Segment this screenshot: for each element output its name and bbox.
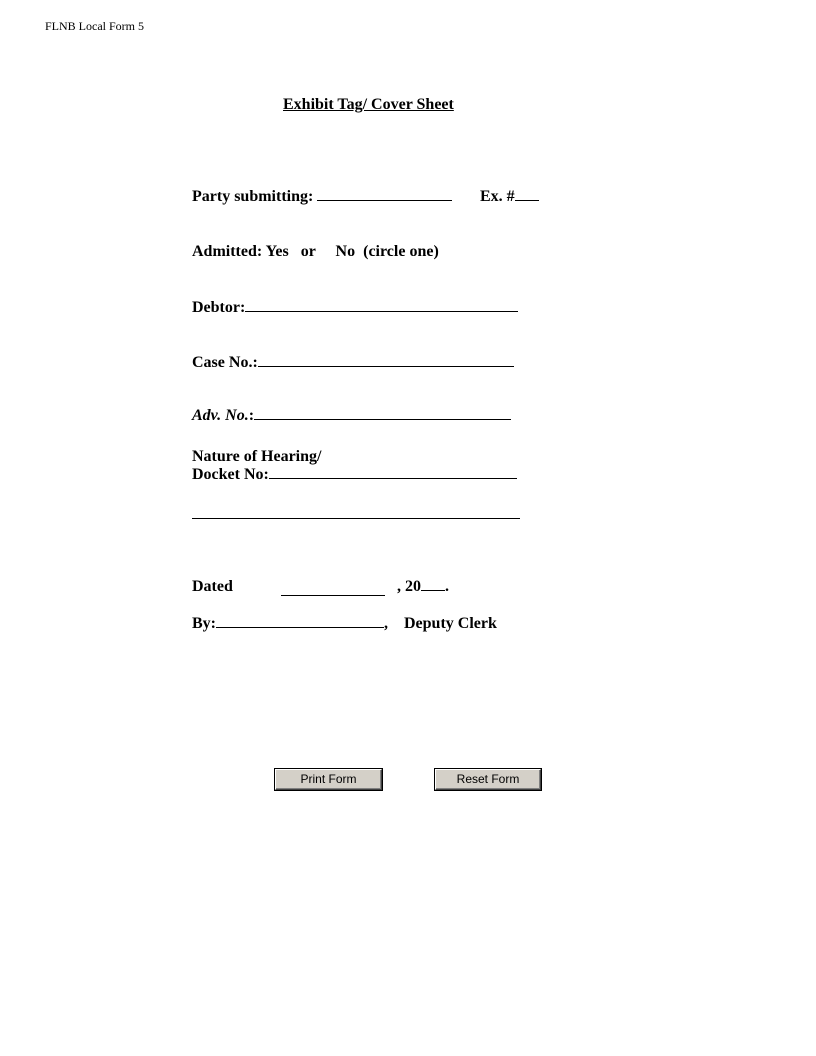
dated-blank[interactable]: [281, 595, 385, 596]
year-suffix: .: [445, 578, 449, 595]
admitted-no-option: No: [335, 243, 356, 260]
admitted-row: [192, 243, 439, 261]
admitted-label: Admitted:: [192, 243, 263, 260]
adv-no-blank[interactable]: [254, 419, 511, 420]
by-suffix: ,: [384, 615, 388, 632]
adv-no-label: Adv. No.: [192, 407, 249, 424]
nature-of-hearing-label: Nature of Hearing/: [192, 448, 322, 465]
docket-no-row: [192, 466, 517, 484]
by-blank[interactable]: [216, 627, 384, 628]
party-submitting-blank[interactable]: [317, 200, 452, 201]
admitted-yes-option: Yes: [265, 243, 289, 260]
dated-label: Dated: [192, 578, 233, 595]
page-title: Exhibit Tag/ Cover Sheet: [283, 96, 454, 113]
exhibit-number-label: Ex. #: [480, 188, 515, 205]
debtor-blank[interactable]: [245, 311, 518, 312]
docket-no-label: Docket No:: [192, 466, 269, 483]
print-form-button[interactable]: Print Form: [275, 769, 382, 790]
adv-no-colon: :: [248, 407, 255, 424]
party-submitting-row: [192, 188, 452, 206]
debtor-row: [192, 299, 518, 317]
case-no-row: [192, 354, 514, 372]
admitted-or-text: or: [300, 243, 316, 260]
form-id-header: FLNB Local Form 5: [45, 19, 144, 33]
year-row: [397, 578, 449, 596]
docket-no-blank[interactable]: [269, 478, 517, 479]
admitted-hint: (circle one): [363, 243, 439, 260]
adv-no-row: [192, 407, 511, 425]
case-no-label: Case No.:: [192, 354, 258, 371]
by-label: By:: [192, 615, 216, 632]
debtor-label: Debtor:: [192, 299, 246, 316]
deputy-clerk-label: Deputy Clerk: [404, 615, 497, 632]
case-no-blank[interactable]: [258, 366, 514, 367]
extra-line-blank[interactable]: [192, 518, 520, 519]
by-row: [192, 615, 388, 633]
reset-form-button[interactable]: Reset Form: [435, 769, 541, 790]
year-prefix: , 20: [397, 578, 421, 595]
party-submitting-label: Party submitting:: [192, 188, 314, 205]
year-blank[interactable]: [421, 590, 445, 591]
exhibit-number-row: [480, 188, 539, 206]
exhibit-number-blank[interactable]: [515, 200, 539, 201]
